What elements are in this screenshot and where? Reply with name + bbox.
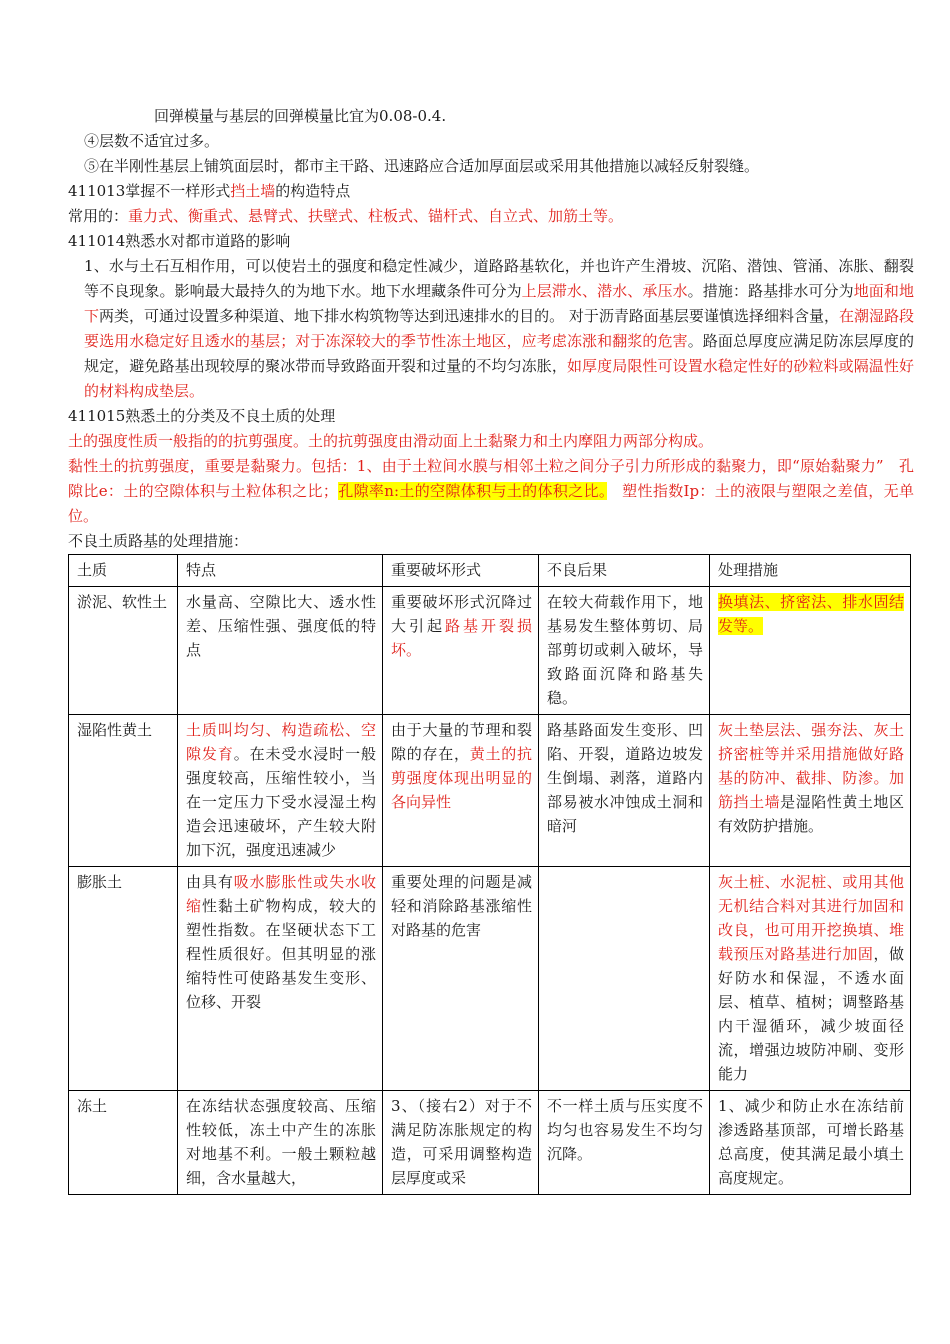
header-cell: 特点	[178, 555, 383, 587]
table-cell: 灰土垫层法、强夯法、灰土挤密桩等并采用措施做好路基的防冲、截排、防渗。加筋挡土墙是湿陷性黄土地区有效防护措施。	[710, 715, 911, 867]
soil-treatment-table	[68, 554, 911, 1195]
document-page	[68, 104, 914, 1195]
table-cell: 在冻结状态强度较高、压缩性较低，冻土中产生的冻胀对地基不利。一般土颗粒越细，含水量越大，	[178, 1091, 383, 1195]
header-cell: 重要破坏形式	[383, 555, 539, 587]
header-cell: 不良后果	[539, 555, 710, 587]
section-heading-411013: 411013掌握不一样形式挡土墙的构造特点	[68, 182, 351, 200]
table-cell: 换填法、挤密法、排水固结发等。	[710, 587, 911, 715]
water-effect-paragraph: 1、水与土石互相作用，可以使岩土的强度和稳定性减少，道路路基软化，并也许产生滑坡、沉陷、潜蚀、管涌、冻胀、翻裂等不良现象。影响最大最持久的为地下水。地下水埋藏条件可分为上层滞水、潜水、承压水。措施：路基排水可分为地面和地下两类，可通过设置多种渠道、地下排水构筑物等达到迅速排水的目的。 对于沥青路面基层要谨慎选择细料含量，在潮湿路段要选用水稳定好且透水的基层；对于冻深较大的季节性冻土地区，应考虑冻涨和翻浆的危害。路面总厚度应满足防冻层厚度的规定，避免路基出现较厚的聚冰带而导致路面开裂和过量的不均匀冻胀，如厚度局限性可设置水稳定性好的砂粒料或隔温性好的材料构成垫层。	[84, 257, 914, 400]
header-cell: 处理措施	[710, 555, 911, 587]
text-line: ⑤在半刚性基层上铺筑面层时，都市主干路、迅速路应合适加厚面层或采用其他措施以减轻反射裂缝。	[84, 157, 760, 175]
table-cell: 膨胀土	[69, 867, 178, 1091]
cohesion-text: 黏性土的抗剪强度，重要是黏聚力。包括：1、由于土粒间水膜与相邻土粒之间分子引力所形成的黏聚力，即“原始黏聚力” 孔隙比e：土的空隙体积与土粒体积之比；孔隙率n:土的空隙体积与土的体积之比。 塑性指数Ip：土的液限与塑限之差值，无单位。	[68, 457, 914, 525]
table-cell: 水量高、空隙比大、透水性差、压缩性强、强度低的特点	[178, 587, 383, 715]
table-row	[69, 1091, 911, 1195]
table-cell: 土质叫均匀、构造疏松、空隙发育。在未受水浸时一般强度较高，压缩性较小，当在一定压力下受水浸湿土构造会迅速破坏，产生较大附加下沉，强度迅速减少	[178, 715, 383, 867]
table-cell: 3、（接右2）对于不满足防冻胀规定的构造，可采用调整构造层厚度或采	[383, 1091, 539, 1195]
table-header-row	[69, 555, 911, 587]
table-cell: 淤泥、软性土	[69, 587, 178, 715]
section-heading-411015: 411015熟悉土的分类及不良土质的处理	[68, 407, 336, 425]
table-cell: 在较大荷载作用下，地基易发生整体剪切、局部剪切或刺入破坏，导致路面沉降和路基失稳。	[539, 587, 710, 715]
header-cell: 土质	[69, 555, 178, 587]
table-caption: 不良土质路基的处理措施：	[68, 532, 249, 550]
table-cell: 1、减少和防止水在冻结前渗透路基顶部，可增长路基总高度，使其满足最小填土高度规定。	[710, 1091, 911, 1195]
table-cell: 由具有吸水膨胀性或失水收缩性黏土矿物构成，较大的塑性指数。在坚硬状态下工程性质很好。但其明显的涨缩特性可使路基发生变形、位移、开裂	[178, 867, 383, 1091]
table-cell: 由于大量的节理和裂隙的存在，黄土的抗剪强度体现出明显的各向异性	[383, 715, 539, 867]
table-cell: 路基路面发生变形、凹陷、开裂，道路边坡发生倒塌、剥落，道路内部易被水冲蚀成土洞和暗河	[539, 715, 710, 867]
table-cell: 冻土	[69, 1091, 178, 1195]
table-cell: 重要处理的问题是减轻和消除路基涨缩性对路基的危害	[383, 867, 539, 1091]
shear-strength-text: 土的强度性质一般指的的抗剪强度。土的抗剪强度由滑动面上土黏聚力和土内摩阻力两部分构成。	[68, 432, 714, 450]
table-row	[69, 715, 911, 867]
section-heading-411014: 411014熟悉水对都市道路的影响	[68, 232, 291, 250]
table-cell: 重要破坏形式沉降过大引起路基开裂损坏。	[383, 587, 539, 715]
table-cell: 湿陷性黄土	[69, 715, 178, 867]
table-cell: 灰土桩、水泥桩、或用其他无机结合料对其进行加固和改良，也可用开挖换填、堆载预压对路基进行加固，做好防水和保湿，不透水面层、植草、植树；调整路基内干湿循环，减少坡面径流，增强边坡防冲刷、变形能力	[710, 867, 911, 1091]
table-cell: 不一样土质与压实度不均匀也容易发生不均匀沉降。	[539, 1091, 710, 1195]
text-line: 回弹模量与基层的回弹模量比宜为0.08-0.4.	[154, 107, 447, 125]
table-row	[69, 867, 911, 1091]
table-row	[69, 587, 911, 715]
retaining-wall-types: 常用的：重力式、衡重式、悬臂式、扶壁式、柱板式、锚杆式、自立式、加筋土等。	[68, 207, 624, 225]
table-cell	[539, 867, 710, 1091]
text-line: ④层数不适宜过多。	[84, 132, 220, 150]
